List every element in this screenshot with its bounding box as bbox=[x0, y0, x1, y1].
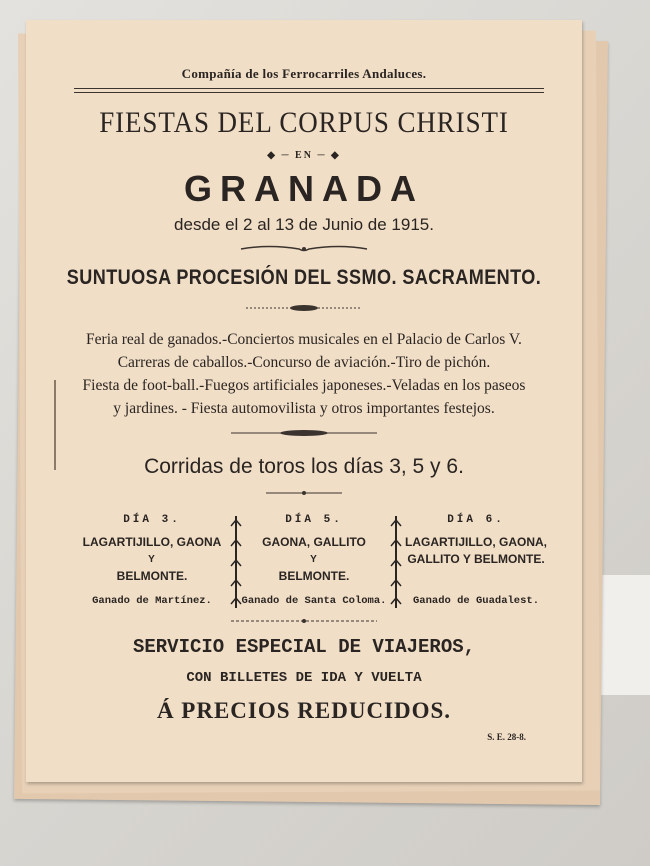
cattle-breeder: Ganado de Guadalest. bbox=[412, 595, 540, 607]
flourish-ornament-icon bbox=[244, 304, 364, 312]
day-column bbox=[72, 512, 232, 610]
service-heading: SERVICIO ESPECIAL DE VIAJEROS, bbox=[132, 636, 476, 658]
flourish-ornament-icon bbox=[229, 618, 379, 624]
day-column bbox=[396, 512, 556, 610]
day-label: DÍA 5. bbox=[285, 514, 343, 526]
en-line bbox=[26, 150, 582, 161]
bullfighter-line: Y bbox=[148, 554, 156, 565]
flourish-ornament-icon bbox=[239, 244, 369, 254]
company-name: Compañía de los Ferrocarriles Andaluces. bbox=[181, 66, 427, 81]
events-line: Feria real de ganados.-Conciertos musicales en el Palacio de Carlos V. bbox=[86, 331, 522, 348]
reduced-prices-heading: Á PRECIOS REDUCIDOS. bbox=[156, 698, 452, 723]
events-line: Fiesta de foot-ball.-Fuegos artificiales japoneses.-Veladas en los paseos bbox=[82, 377, 526, 394]
festival-dates: desde el 2 al 13 de Junio de 1915. bbox=[174, 215, 434, 234]
service-subheading: CON BILLETES DE IDA Y VUELTA bbox=[186, 670, 422, 686]
ornament-icon: ─ ◆ bbox=[312, 150, 341, 161]
events-paragraph bbox=[26, 328, 582, 420]
day-label: DÍA 6. bbox=[447, 514, 505, 526]
bullfighter-line: GAONA, GALLITO bbox=[262, 535, 366, 549]
header-rule bbox=[74, 92, 544, 93]
day-label: DÍA 3. bbox=[123, 514, 181, 526]
bullfights-heading: Corridas de toros los días 3, 5 y 6. bbox=[144, 455, 464, 478]
events-line: y jardines. - Fiesta automovilista y otros importantes festejos. bbox=[113, 400, 495, 417]
bullfighter-line bbox=[396, 568, 556, 585]
bullfighter-line: BELMONTE. bbox=[116, 569, 188, 583]
procession-heading: SUNTUOSA PROCESIÓN DEL SSMO. SACRAMENTO. bbox=[66, 266, 542, 289]
cattle-breeder: Ganado de Martínez. bbox=[92, 595, 212, 607]
en-text: EN bbox=[295, 150, 313, 161]
bullfighter-line: LAGARTIJILLO, GAONA bbox=[82, 535, 222, 549]
bullfighter-line: Y bbox=[310, 554, 318, 565]
flourish-ornament-icon bbox=[264, 490, 344, 496]
cattle-breeder: Ganado de Santa Coloma. bbox=[241, 595, 387, 607]
poster-page bbox=[26, 20, 582, 782]
poster-title: FIESTAS DEL CORPUS CHRISTI bbox=[99, 106, 509, 139]
header-rule bbox=[74, 88, 544, 89]
print-code: S. E. 28-8. bbox=[487, 732, 526, 742]
day-column bbox=[234, 512, 394, 610]
city-name: GRANADA bbox=[184, 168, 424, 209]
ornament-icon: ◆ ─ bbox=[267, 150, 296, 161]
bullfighter-line: BELMONTE. bbox=[278, 569, 350, 583]
flourish-ornament-icon bbox=[229, 429, 379, 437]
events-line: Carreras de caballos.-Concurso de aviación.-Tiro de pichón. bbox=[117, 354, 491, 371]
bullfighter-line: LAGARTIJILLO, GAONA, bbox=[405, 535, 547, 549]
bullfighter-line: GALLITO Y BELMONTE. bbox=[407, 552, 545, 566]
